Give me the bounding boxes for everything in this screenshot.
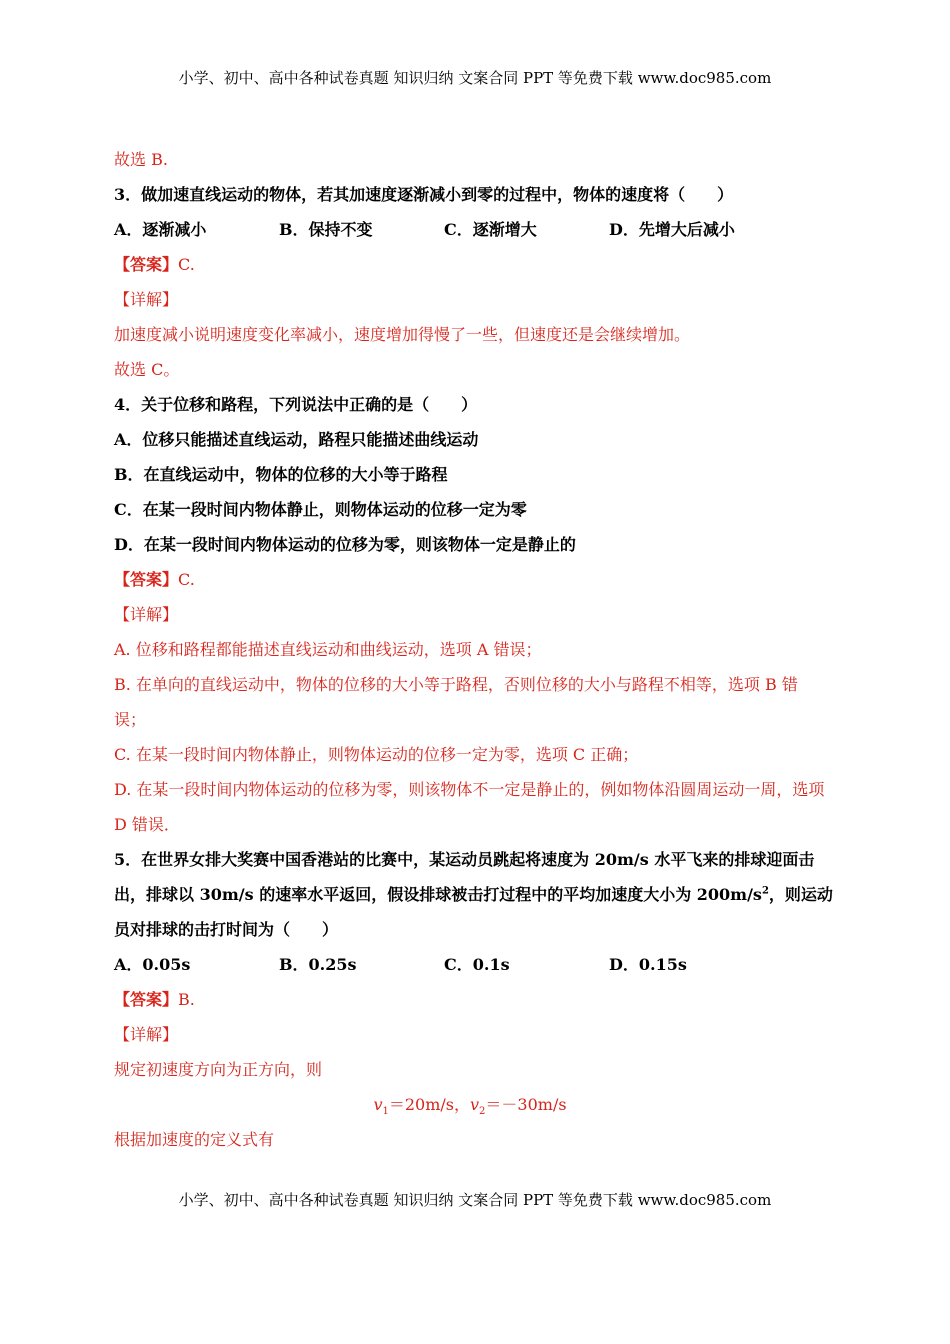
q5-stem-line1: 5．在世界女排大奖赛中国香港站的比赛中，某运动员跳起将速度为 20m/s 水平飞来的排球迎面击 — [114, 850, 815, 869]
eq-v1-subscript: 1 — [382, 1106, 389, 1118]
q4-detail-tag: 【详解】 — [114, 605, 179, 624]
q5-option-a: A．0.05s — [114, 955, 191, 974]
q5-answer — [114, 982, 826, 1017]
q3-stem: 3．做加速直线运动的物体，若其加速度逐渐减小到零的过程中，物体的速度将（ ） — [114, 185, 734, 204]
q5-explanation-2: 根据加速度的定义式有 — [114, 1130, 275, 1149]
q5-answer-value: B. — [178, 990, 195, 1009]
q3-explanation: 加速度减小说明速度变化率减小，速度增加得慢了一些，但速度还是会继续增加。 — [114, 325, 691, 344]
q5-stem-line2b: ，则运动 — [768, 885, 833, 904]
q3-answer-value: C. — [178, 255, 195, 274]
eq-v2-value: ＝－30m/s — [485, 1095, 567, 1114]
q3-option-a: A．逐渐减小 — [114, 220, 207, 239]
q5-equation — [114, 1087, 826, 1122]
q4-option-d: D．在某一段时间内物体运动的位移为零，则该物体一定是静止的 — [114, 535, 576, 554]
q5-option-c: C．0.1s — [444, 955, 510, 974]
page-header: 小学、初中、高中各种试卷真题 知识归纳 文案合同 PPT 等免费下载 www.doc985.com — [178, 69, 772, 87]
q3-answer — [114, 247, 826, 282]
q4-explanation-a: A. 位移和路程都能描述直线运动和曲线运动，选项 A 错误； — [114, 640, 542, 659]
eq-v2-symbol: v — [470, 1095, 480, 1114]
q5-options — [114, 947, 826, 982]
answer-tag: 【答案】 — [114, 990, 179, 1009]
q4-explanation-b: B. 在单向的直线运动中，物体的位移的大小等于路程，否则位移的大小与路程不相等，选项 B 错误； — [114, 675, 798, 729]
q3-option-c: C．逐渐增大 — [444, 220, 537, 239]
q4-answer — [114, 562, 826, 597]
q5-stem-line3: 员对排球的击打时间为（ ） — [114, 920, 339, 939]
answer-tag: 【答案】 — [114, 255, 179, 274]
q4-stem: 4．关于位移和路程，下列说法中正确的是（ ） — [114, 395, 478, 414]
q3-option-d: D．先增大后减小 — [609, 220, 735, 239]
answer-tag: 【答案】 — [114, 570, 179, 589]
q4-option-c: C．在某一段时间内物体静止，则物体运动的位移一定为零 — [114, 500, 527, 519]
q3-detail-tag: 【详解】 — [114, 290, 179, 309]
q3-options — [114, 212, 826, 247]
eq-v1-symbol: v — [373, 1095, 383, 1114]
q5-stem-line2a: 出，排球以 30m/s 的速率水平返回，假设排球被击打过程中的平均加速度大小为 200m/s — [114, 885, 762, 904]
q4-answer-value: C. — [178, 570, 195, 589]
q5-option-d: D．0.15s — [609, 955, 687, 974]
q3-conclusion: 故选 C。 — [114, 360, 180, 379]
q4-option-a: A．位移只能描述直线运动，路程只能描述曲线运动 — [114, 430, 479, 449]
q5-stem-superscript: 2 — [761, 885, 769, 897]
q4-explanation-c: C. 在某一段时间内物体静止，则物体运动的位移一定为零，选项 C 正确； — [114, 745, 639, 764]
q5-explanation-1: 规定初速度方向为正方向，则 — [114, 1060, 323, 1079]
page-footer: 小学、初中、高中各种试卷真题 知识归纳 文案合同 PPT 等免费下载 www.doc985.com — [178, 1191, 772, 1209]
document-body — [114, 142, 833, 1157]
q4-option-b: B．在直线运动中，物体的位移的大小等于路程 — [114, 465, 448, 484]
q4-explanation-d: D. 在某一段时间内物体运动的位移为零，则该物体不一定是静止的，例如物体沿圆周运动一周，选项 D 错误． — [114, 780, 825, 834]
eq-v1-value: ＝20m/s， — [388, 1095, 470, 1114]
q5-option-b: B．0.25s — [279, 955, 357, 974]
q5-detail-tag: 【详解】 — [114, 1025, 179, 1044]
q3-option-b: B．保持不变 — [279, 220, 373, 239]
eq-v2-subscript: 2 — [479, 1106, 486, 1118]
prev-conclusion: 故选 B. — [114, 150, 168, 169]
q5-stem-line2 — [114, 877, 833, 912]
